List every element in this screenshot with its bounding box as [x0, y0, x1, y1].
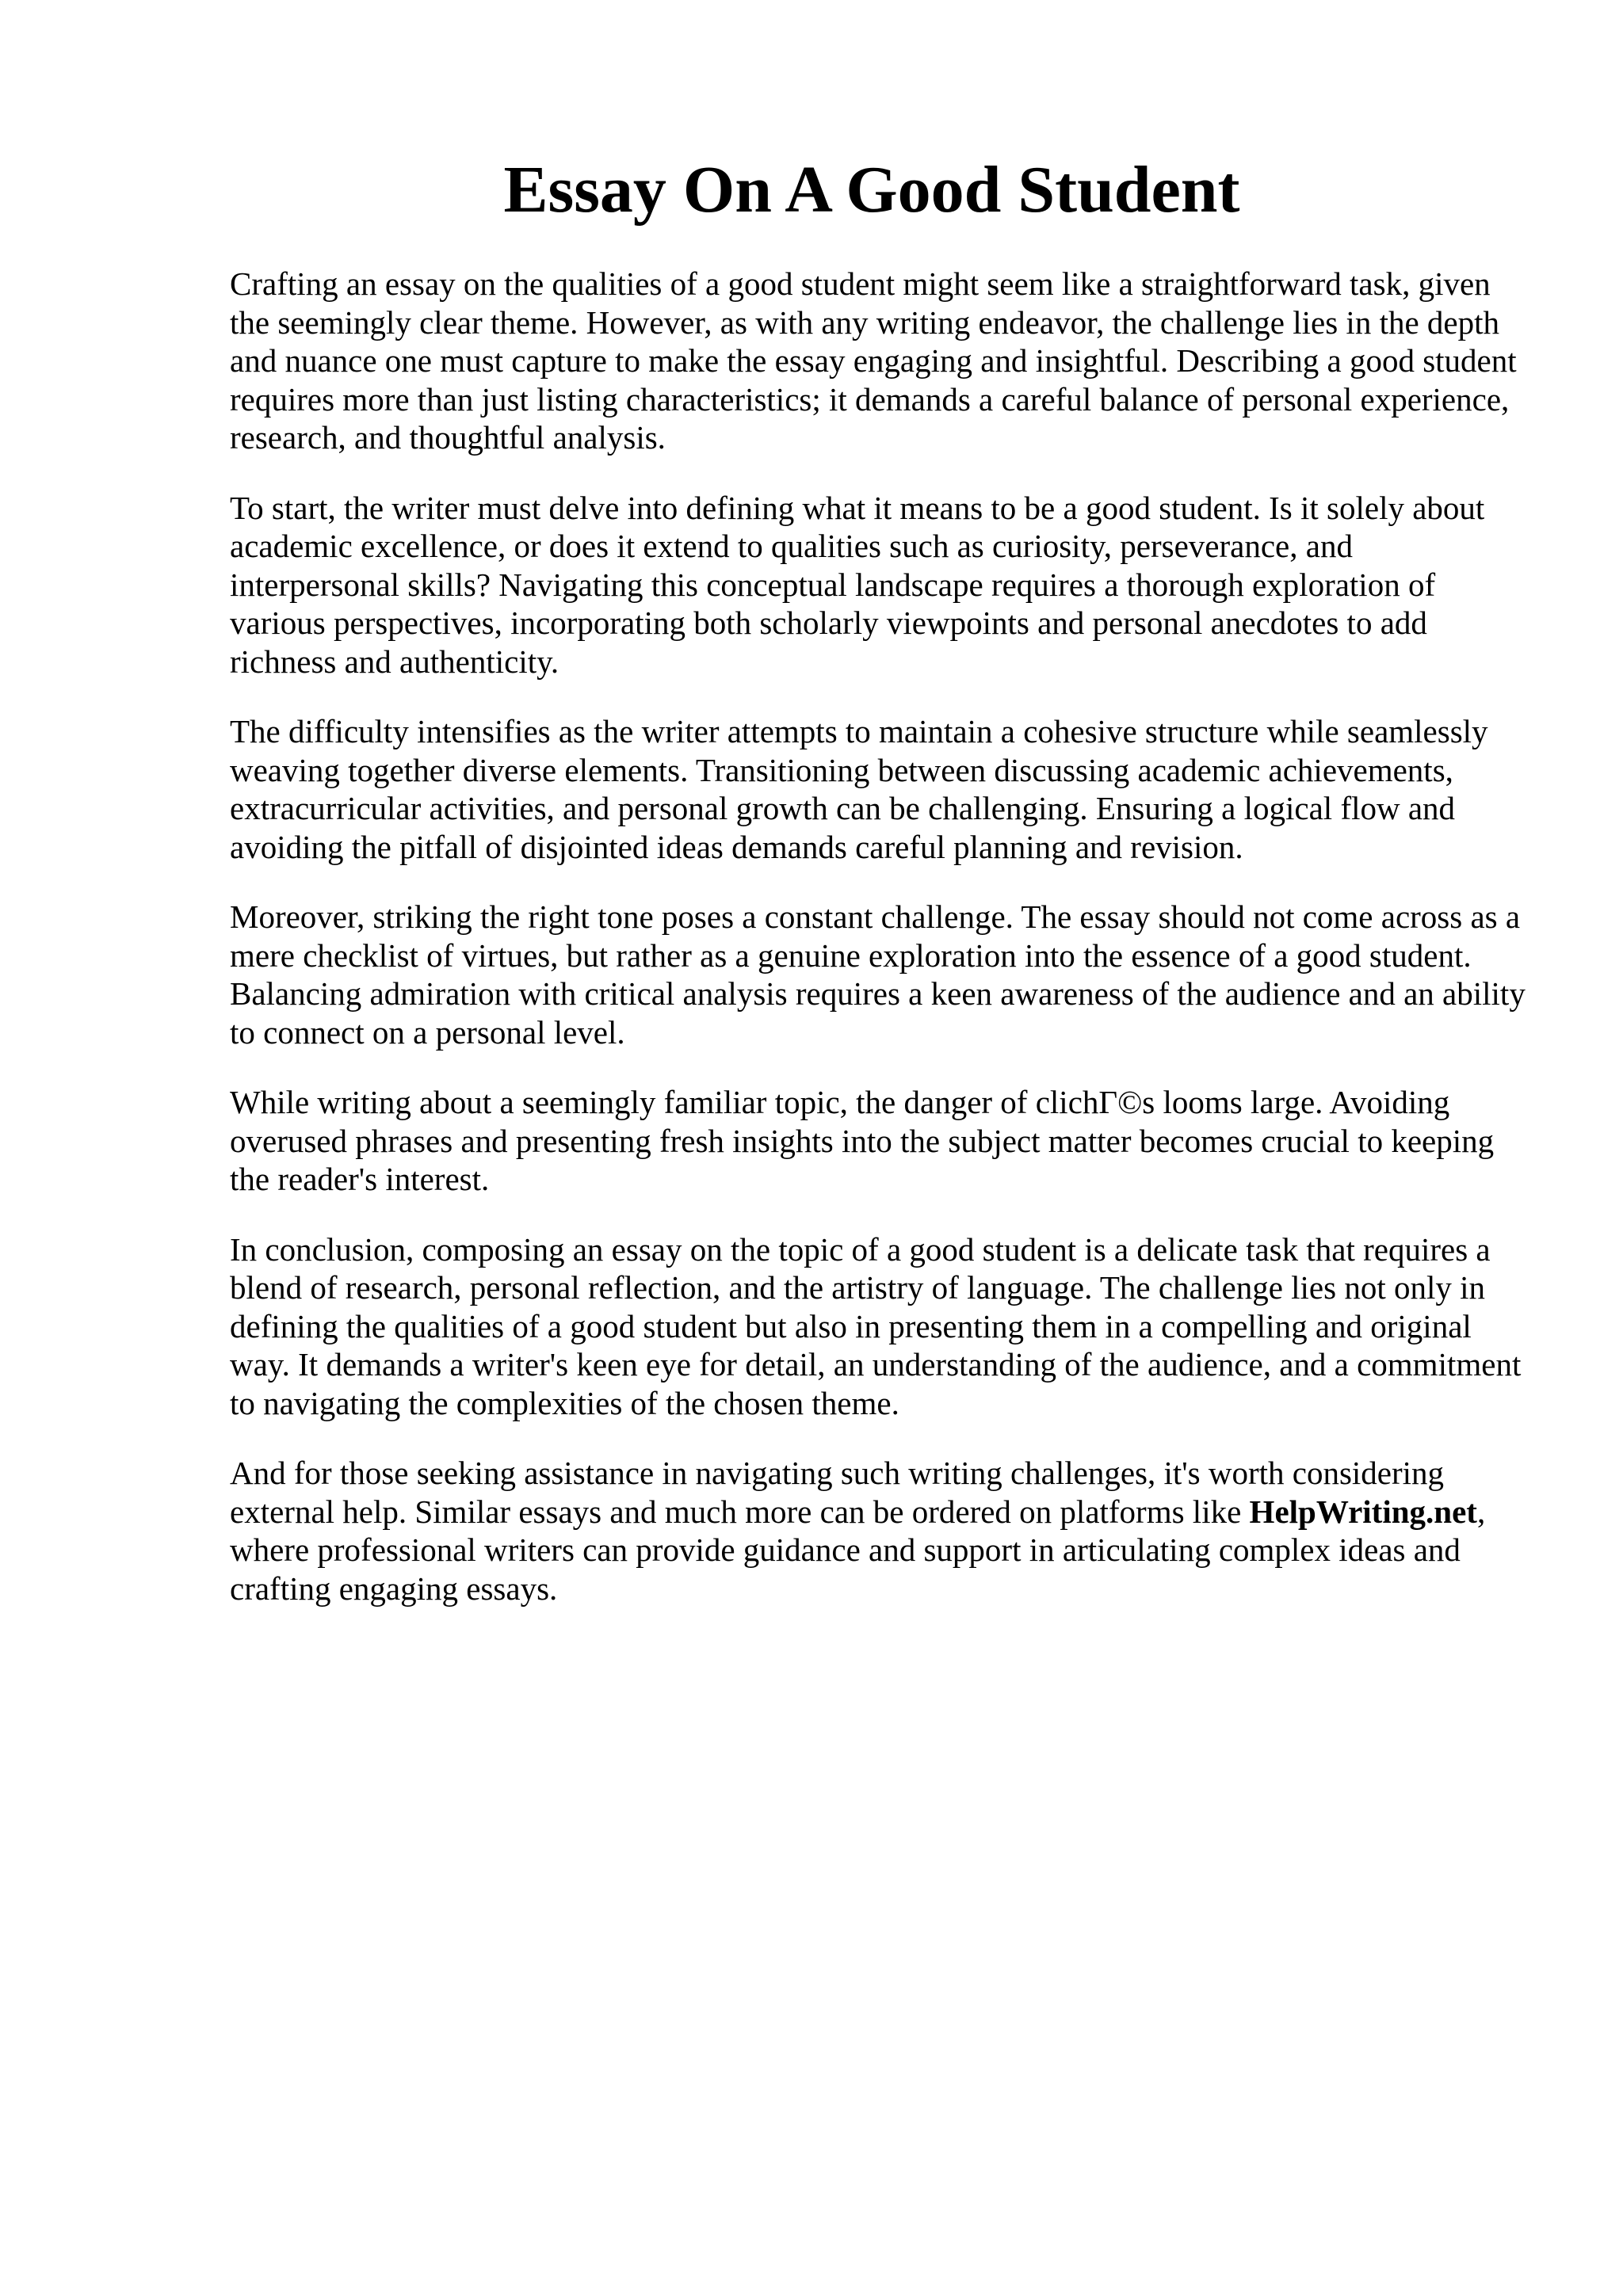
- paragraph-1: Crafting an essay on the qualities of a good student might seem like a straightforward task, given the seemingly clear theme. However, as with any writing endeavor, the challenge lies in the depth and nuance one must capture to make the essay engaging and insightful. Describing a good student requires more than just listing characteristics; it demands a careful balance of personal experience, research, and thoughtful analysis.: [230, 265, 1517, 456]
- paragraph-closing: [230, 1454, 1529, 1608]
- closing-text-before: And for those seeking assistance in navigating such writing challenges, it's worth considering external help. Similar essays and much more can be ordered on platforms like: [230, 1455, 1445, 1530]
- paragraph-2: To start, the writer must delve into defining what it means to be a good student. Is it solely about academic excellence, or does it extend to qualities such as curiosity, perseverance, and interpersonal skills? Navigating this conceptual landscape requires a thorough exploration of various perspectives, incorporating both scholarly viewpoints and personal anecdotes to add richness and authenticity.: [230, 489, 1485, 680]
- paragraph-6: In conclusion, composing an essay on the topic of a good student is a delicate task that requires a blend of research, personal reflection, and the artistry of language. The challenge lies not only in defining the qualities of a good student but also in presenting them in a compelling and original way. It demands a writer's keen eye for detail, an understanding of the audience, and a commitment to navigating the complexities of the chosen theme.: [230, 1230, 1522, 1421]
- closing-text-after: , where professional writers can provide guidance and support in articulating complex ideas and crafting engaging essays.: [230, 1493, 1486, 1607]
- paragraph-3: The difficulty intensifies as the writer attempts to maintain a cohesive structure while seamlessly weaving together diverse elements. Transitioning between discussing academic achievements, extracurricular activities, and personal growth can be challenging. Ensuring a logical flow and avoiding the pitfall of disjointed ideas demands careful planning and revision.: [230, 713, 1488, 865]
- essay-body: [230, 265, 1529, 1639]
- page-title: Essay On A Good Student: [503, 153, 1240, 227]
- brand-name: HelpWriting.net: [1249, 1493, 1477, 1530]
- paragraph-4: Moreover, striking the right tone poses a constant challenge. The essay should not come across as a mere checklist of virtues, but rather as a genuine exploration into the essence of a good student. Balancing admiration with critical analysis requires a keen awareness of the audience and an ability to connect on a personal level.: [230, 898, 1526, 1051]
- paragraph-5: While writing about a seemingly familiar topic, the danger of clichΓ©s looms large. Avoiding overused phrases and presenting fresh insights into the subject matter becomes crucial to keeping the reader's interest.: [230, 1084, 1495, 1197]
